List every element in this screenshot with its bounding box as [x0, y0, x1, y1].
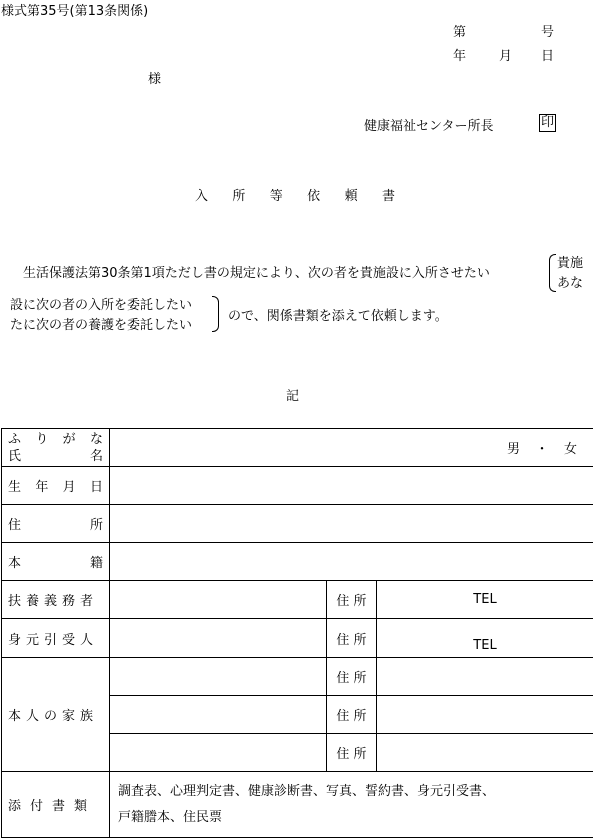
- sex-male[interactable]: 男: [507, 442, 521, 457]
- jusho-text: 住 所: [336, 747, 367, 762]
- birthdate-label: [2, 467, 110, 505]
- address-char: 所: [89, 518, 103, 533]
- furigana-char: り: [35, 431, 49, 447]
- furigana-char: ふ: [8, 431, 22, 447]
- guardian-name-field[interactable]: [110, 581, 327, 619]
- title-char: 頼: [344, 189, 358, 204]
- year-label: 年: [453, 49, 467, 64]
- attachments-label: [2, 772, 110, 838]
- dai-label: 第: [453, 25, 467, 40]
- sponsor-address-label: [327, 619, 377, 658]
- birth-char: 月: [62, 480, 76, 495]
- furigana-char: が: [62, 431, 76, 447]
- month-label: 月: [499, 49, 513, 64]
- honseki-char: 本: [8, 556, 22, 571]
- honseki-label: [2, 543, 110, 581]
- name-label-cell: [2, 429, 110, 467]
- jusho-text: 住 所: [336, 671, 367, 686]
- go-label: 号: [541, 25, 555, 40]
- seal-mark: 印: [541, 115, 555, 130]
- birth-char: 日: [89, 480, 103, 495]
- family-address-label-3: [327, 734, 377, 772]
- form-number: 様式第35号(第13条関係): [1, 4, 149, 19]
- family-address-label-2: [327, 696, 377, 734]
- option-b-2: たに次の者の養護を委託したい: [10, 318, 193, 333]
- shimei-char: 氏: [8, 448, 22, 464]
- sponsor-address-field[interactable]: [377, 619, 593, 658]
- shimei-char: 名: [89, 448, 103, 464]
- family-name-field-2[interactable]: [110, 696, 327, 734]
- sex-female[interactable]: 女: [563, 442, 577, 457]
- honseki-field[interactable]: [110, 543, 593, 581]
- sender-title: 健康福祉センター所長: [364, 119, 494, 134]
- honseki-char: 籍: [89, 556, 103, 571]
- option-a-1: 貴施: [557, 256, 584, 271]
- title-char: 入: [195, 189, 209, 204]
- attachments-line-1: 調査表、心理判定書、健康診断書、写真、誓約書、身元引受書、: [118, 783, 496, 799]
- guardian-address-field[interactable]: [377, 581, 593, 619]
- option-b-1: 設に次の者の入所を委託したい: [10, 298, 193, 313]
- document-title: [195, 185, 395, 204]
- name-field[interactable]: [110, 429, 593, 467]
- sponsor-name-field[interactable]: [110, 619, 327, 658]
- ki-heading: 記: [286, 389, 300, 404]
- addressee-sama: 様: [148, 72, 162, 87]
- guardian-address-label: [327, 581, 377, 619]
- jusho-text: 住 所: [336, 709, 367, 724]
- title-char: 所: [232, 189, 246, 204]
- sponsor-text: 身元引受人: [8, 632, 99, 648]
- brace-b: [212, 296, 219, 332]
- birth-char: 生: [8, 480, 22, 495]
- title-char: 等: [269, 189, 283, 204]
- tel-label: TEL: [473, 638, 497, 653]
- family-text: 本人の家族: [8, 709, 99, 724]
- body-line-1: 生活保護法第30条第1項ただし書の規定により、次の者を貴施設に入所させたい: [23, 266, 490, 281]
- title-char: 依: [307, 189, 321, 204]
- address-label: [2, 505, 110, 543]
- jusho-text: 住 所: [336, 632, 367, 648]
- brace-a: [549, 254, 556, 292]
- family-address-field-2[interactable]: [377, 696, 593, 734]
- sex-separator: ・: [535, 442, 549, 457]
- attachments-label-text: 添付書類: [8, 799, 97, 814]
- address-char: 住: [8, 518, 22, 533]
- request-form-table: [1, 428, 593, 838]
- family-address-field-3[interactable]: [377, 734, 593, 772]
- furigana-char: な: [89, 431, 103, 447]
- family-address-field-1[interactable]: [377, 658, 593, 696]
- family-name-field-1[interactable]: [110, 658, 327, 696]
- tel-label: TEL: [473, 592, 497, 607]
- body-line-2-tail: ので、関係書類を添えて依頼します。: [228, 309, 448, 324]
- title-char: 書: [381, 189, 395, 204]
- day-label: 日: [541, 49, 555, 64]
- family-label: [2, 658, 110, 772]
- birth-char: 年: [35, 480, 49, 495]
- jusho-text: 住 所: [336, 594, 367, 609]
- option-a-2: あな: [557, 276, 584, 291]
- sex-selector[interactable]: [507, 438, 577, 457]
- attachments-list: [110, 772, 593, 838]
- family-address-label-1: [327, 658, 377, 696]
- family-name-field-3[interactable]: [110, 734, 327, 772]
- guardian-text: 扶養義務者: [8, 594, 99, 609]
- attachments-line-2: 戸籍謄本、住民票: [118, 809, 223, 825]
- birthdate-field[interactable]: [110, 467, 593, 505]
- guardian-label: [2, 581, 110, 619]
- address-field[interactable]: [110, 505, 593, 543]
- sponsor-label: [2, 619, 110, 658]
